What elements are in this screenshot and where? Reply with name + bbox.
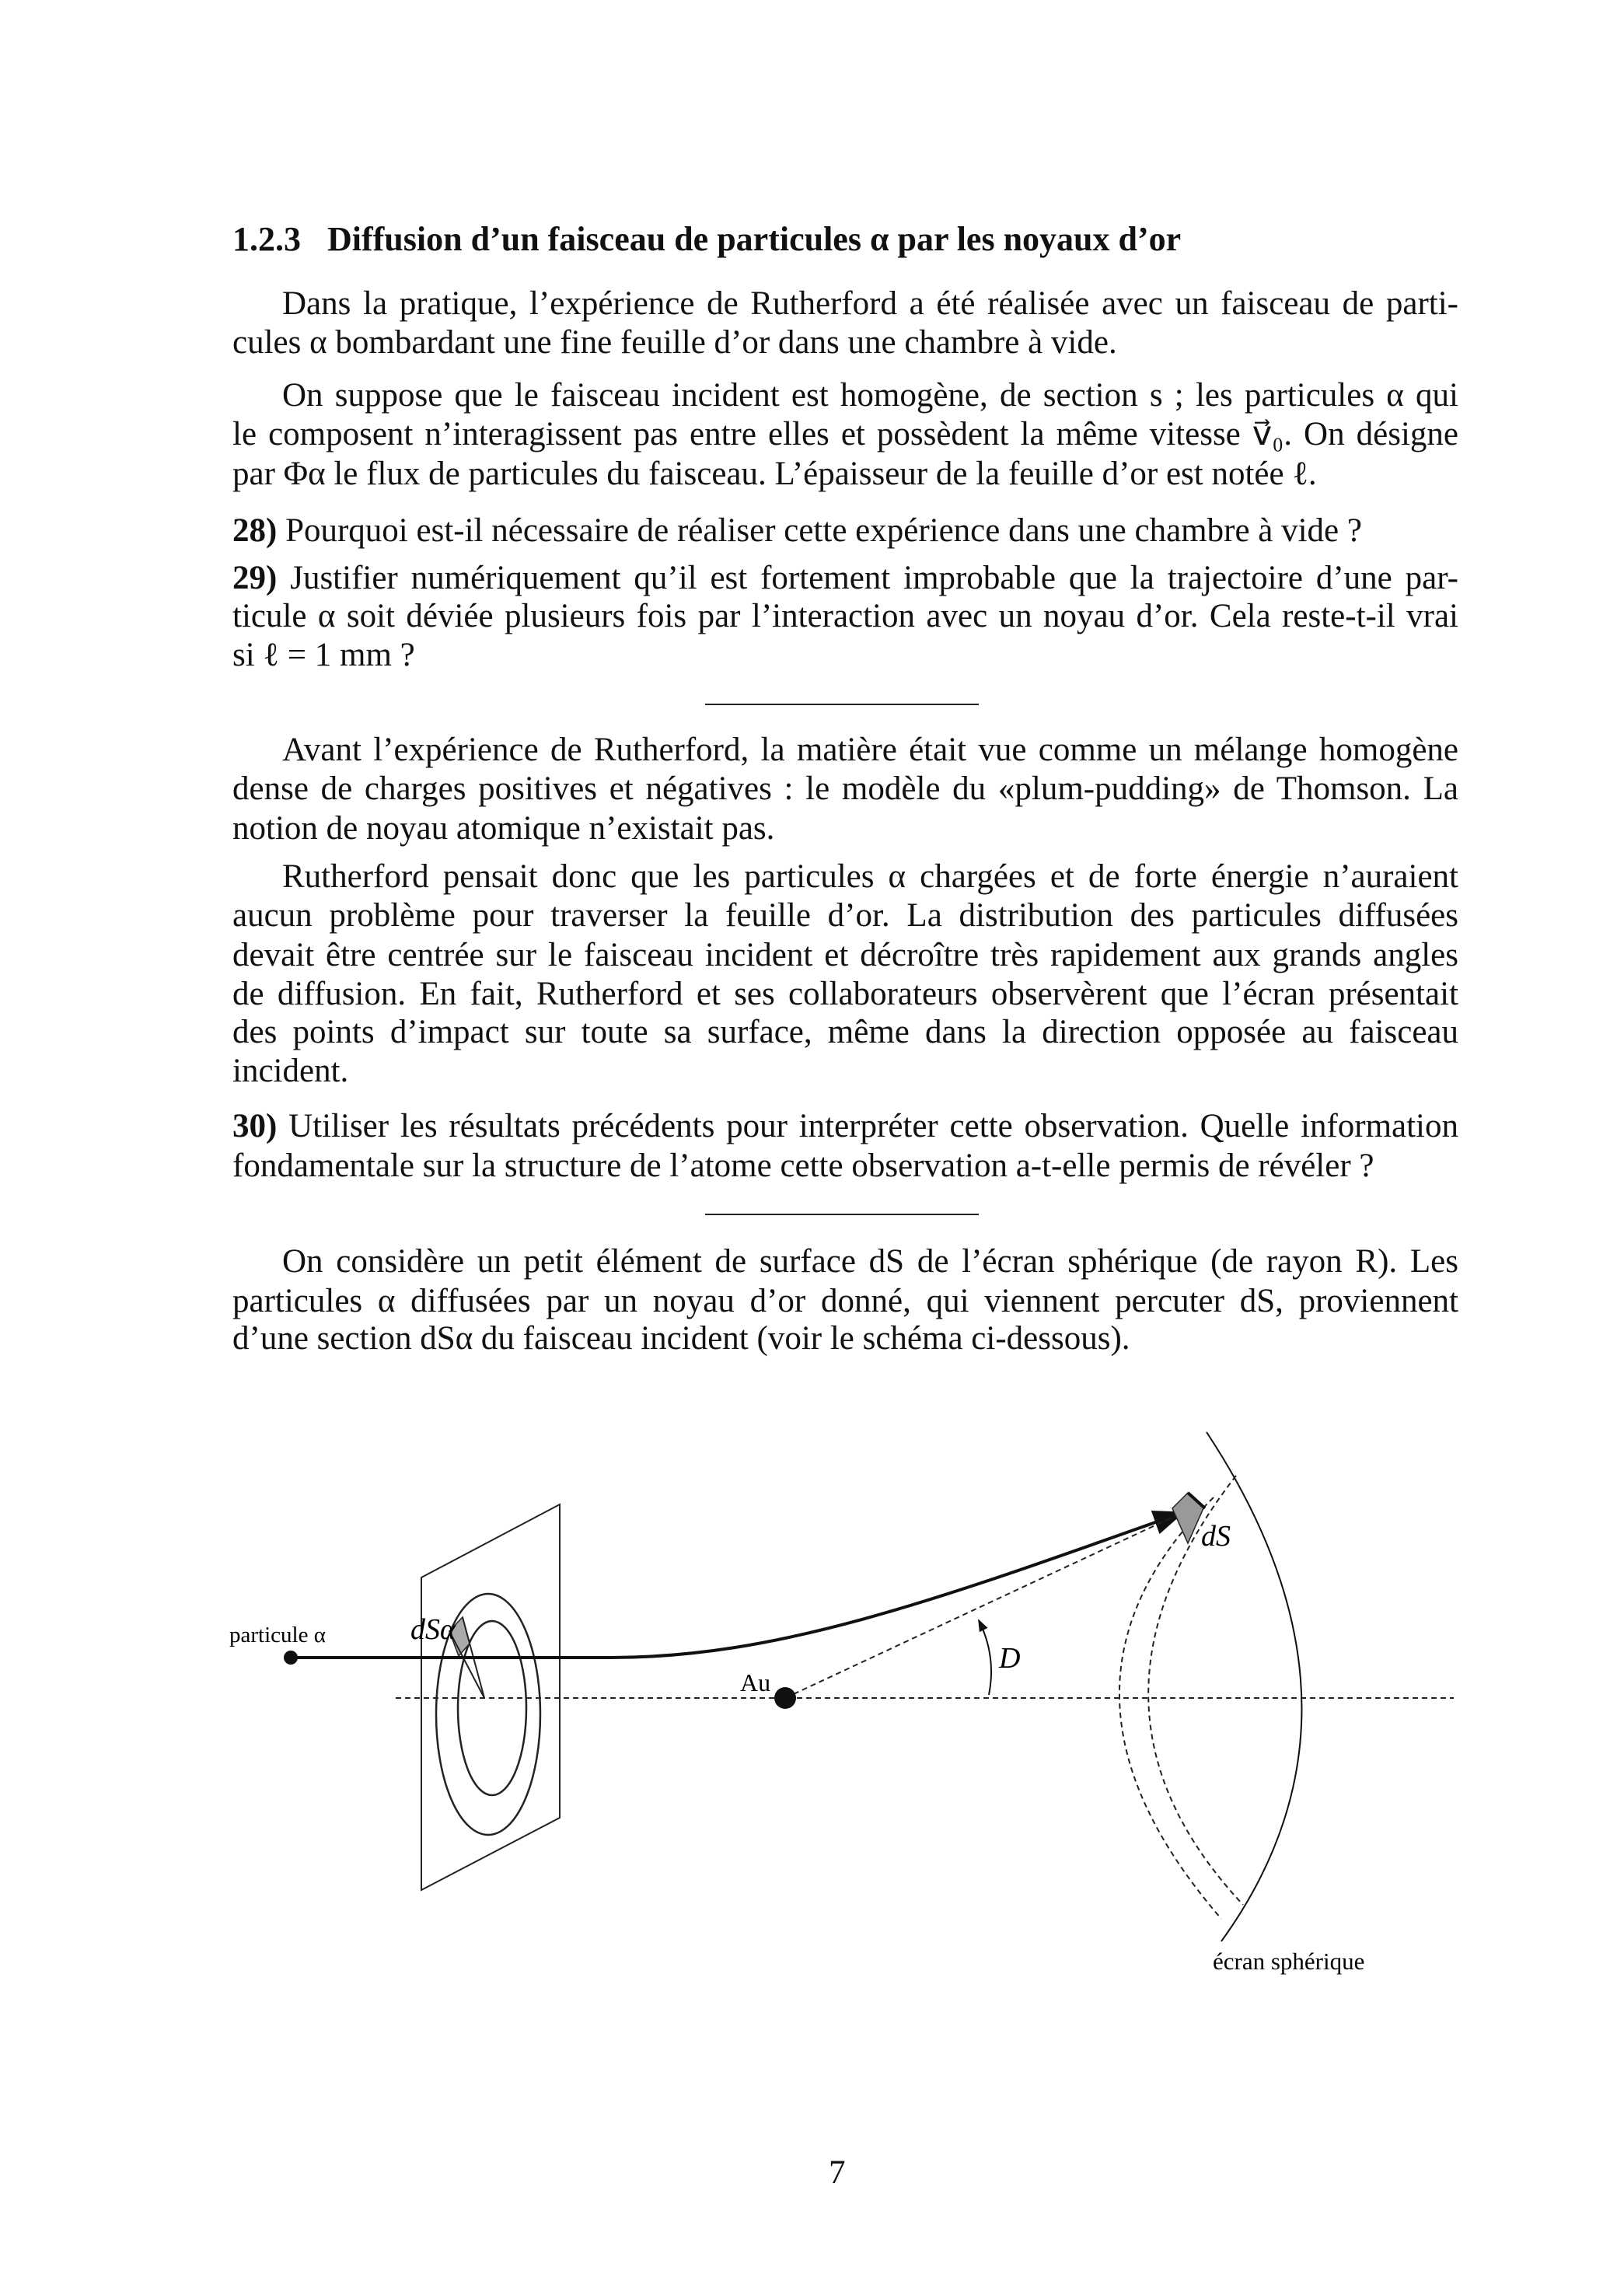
question-29: 29) Justifier numériquement qu’il est fortement improbable que la trajectoire d’une par- — [232, 560, 1459, 596]
spherical-screen — [1207, 1432, 1301, 1941]
question-line: ticule α soit déviée plusieurs fois par l’interaction avec un noyau d’or. Cela reste-t-il vrai — [232, 598, 1458, 634]
paragraph-line: par Φα le flux de particules du faisceau. L’épaisseur de la feuille d’or est notée ℓ. — [232, 456, 1317, 492]
angle-arc — [979, 1620, 991, 1695]
question-line: fondamentale sur la structure de l’atome cette observation a-t-elle permis de révéler ? — [232, 1148, 1374, 1184]
question-30: 30) Utiliser les résultats précédents pour interpréter cette observation. Quelle information — [232, 1108, 1459, 1144]
section-heading: 1.2.3 Diffusion d’un faisceau de particules α par les noyaux d’or — [232, 220, 1182, 258]
gold-nucleus — [774, 1687, 796, 1709]
paragraph-line: de diffusion. En fait, Rutherford et ses collaborateurs observèrent que l’écran présentait — [232, 976, 1458, 1012]
paragraph-line: Dans la pratique, l’expérience de Rutherford a été réalisée avec un faisceau de parti- — [282, 285, 1458, 322]
page-number: 7 — [829, 2154, 846, 2191]
inner-ring — [458, 1621, 526, 1795]
paragraph-line: des points d’impact sur toute sa surface, même dans la direction opposée au faisceau — [232, 1014, 1458, 1050]
scattering-direction — [785, 1513, 1182, 1698]
dS-label: dS — [1201, 1520, 1231, 1553]
paragraph-line: le composent n’interagissent pas entre elles et possèdent la même vitesse v⃗₀. On désigne — [232, 416, 1458, 452]
paragraph-line: On considère un petit élément de surface dS de l’écran sphérique (de rayon R). Les — [282, 1243, 1458, 1280]
paragraph-line: cules α bombardant une fine feuille d’or dans une chambre à vide. — [232, 324, 1117, 361]
paragraph-line: incident. — [232, 1053, 349, 1089]
paragraph-line: dense de charges positives et négatives : le modèle du «plum-pudding» de Thomson. La — [232, 770, 1458, 807]
question-line: si ℓ = 1 mm ? — [232, 637, 415, 673]
paragraph-line: notion de noyau atomique n’existait pas. — [232, 810, 775, 847]
particle-label: particule α — [229, 1623, 326, 1647]
paragraph-line: devait être centrée sur le faisceau incident et décroître très rapidement aux grands angles — [232, 937, 1458, 973]
question-28: 28) Pourquoi est-il nécessaire de réaliser cette expérience dans une chambre à vide ? — [232, 512, 1362, 549]
paragraph-line: particules α diffusées par un noyau d’or donné, qui viennent percuter dS, proviennent — [232, 1283, 1458, 1319]
dS-alpha-label: dSα — [410, 1613, 456, 1646]
alpha-particle-dot — [284, 1651, 298, 1665]
dS-patch — [1172, 1493, 1203, 1543]
angle-label: D — [999, 1642, 1021, 1675]
paragraph-line: Avant l’expérience de Rutherford, la matière était vue comme un mélange homogène — [282, 732, 1458, 768]
paragraph-line: d’une section dSα du faisceau incident (voir le schéma ci-dessous). — [232, 1320, 1130, 1357]
paragraph-line: On suppose que le faisceau incident est homogène, de section s ; les particules α qui — [282, 377, 1458, 414]
screen-label: écran sphérique — [1213, 1948, 1365, 1975]
screen-dashed-arc — [1119, 1497, 1221, 1919]
nucleus-label: Au — [740, 1668, 771, 1696]
paragraph-line: Rutherford pensait donc que les particules α chargées et de forte énergie n’auraient — [282, 858, 1458, 895]
paragraph-line: aucun problème pour traverser la feuille d’or. La distribution des particules diffusées — [232, 897, 1458, 934]
